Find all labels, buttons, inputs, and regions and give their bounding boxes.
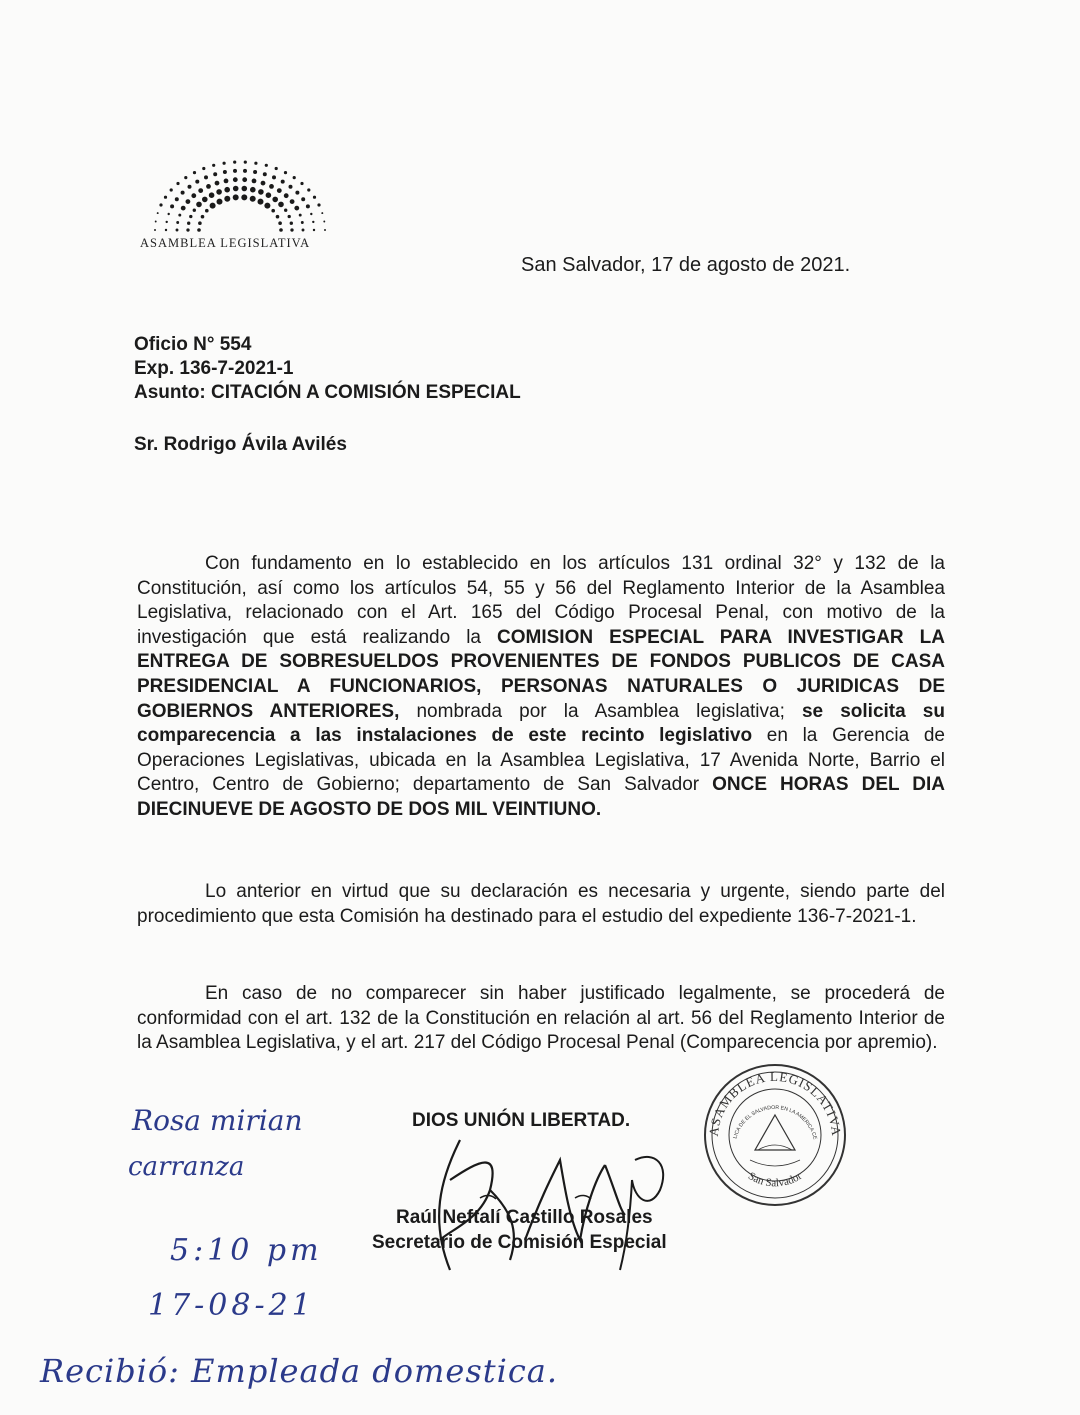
p1-appointment-time: ONCE HORAS DEL DIA DIECINUEVE DE AGOSTO DE DOS MIL VEINTIUNO. bbox=[137, 774, 945, 820]
signer-title: Secretario de Comisión Especial bbox=[372, 1232, 667, 1253]
logo-dot bbox=[170, 188, 173, 191]
closing-motto: DIOS UNIÓN LIBERTAD. bbox=[412, 1110, 631, 1131]
logo-dot bbox=[317, 203, 320, 206]
logo-dot bbox=[201, 215, 205, 219]
logo-dot bbox=[223, 162, 226, 165]
logo-dot bbox=[176, 229, 179, 232]
logo-dot bbox=[184, 176, 187, 179]
logo-dot bbox=[217, 199, 223, 205]
logo-dot bbox=[281, 180, 285, 184]
body-paragraph-3: En caso de no comparecer sin haber justificado legalmente, se procederá de conformidad con el art. 132 de la Constitución en relación al art. 56 del Reglamento Interior de la Asamblea Legislativa, y el art. 217 del Código Procesal Penal (Comparecencia por apremio). bbox=[137, 983, 945, 1054]
logo-dot bbox=[300, 182, 303, 185]
logo-dot bbox=[202, 197, 208, 203]
logo-dot bbox=[164, 196, 167, 199]
logo-dot bbox=[187, 222, 190, 225]
logo-dot bbox=[299, 214, 302, 217]
logo-dot bbox=[288, 215, 291, 218]
logo-dot bbox=[233, 177, 238, 182]
logo-dot bbox=[213, 172, 217, 176]
logo-dot bbox=[242, 186, 248, 192]
logo-dot bbox=[196, 202, 202, 208]
handwritten-notes bbox=[0, 1090, 800, 1415]
logo-dot bbox=[250, 196, 256, 202]
letterhead-organization: ASAMBLEA LEGISLATIVA bbox=[140, 236, 311, 250]
logo-dot bbox=[277, 188, 282, 193]
logo-dot bbox=[266, 192, 272, 198]
logo-dot bbox=[166, 221, 168, 223]
logo-dot bbox=[289, 185, 293, 189]
logo-dot bbox=[212, 164, 215, 167]
logo-dot bbox=[159, 203, 162, 206]
p1-text-e: en la Gerencia de Operaciones Legislativas, ubicada en la Asamblea Legislativa, 17 Avenida Norte, Barrio el Centro, Centro de Gobierno; departamento de San Salvador bbox=[137, 725, 945, 796]
logo-dot bbox=[269, 184, 274, 189]
logo-dot bbox=[261, 181, 266, 186]
logo-dot bbox=[209, 192, 215, 198]
logo-dot bbox=[155, 221, 157, 223]
logo-dot bbox=[290, 199, 295, 204]
logo-dot bbox=[193, 209, 196, 212]
logo-dot bbox=[264, 203, 270, 209]
logo-dot bbox=[233, 169, 237, 173]
logo-dot bbox=[313, 196, 316, 199]
addressee: Sr. Rodrigo Ávila Avilés bbox=[134, 434, 347, 455]
logo-dot bbox=[224, 179, 229, 184]
logo-dot bbox=[252, 179, 257, 184]
logo-dot bbox=[254, 162, 257, 165]
logo-dot bbox=[195, 180, 199, 184]
expediente-number: Exp. 136-7-2021-1 bbox=[134, 358, 294, 379]
body-paragraph-1 bbox=[137, 552, 945, 823]
logo-dot bbox=[188, 185, 192, 189]
handwritten-name-line1: Rosa mirian bbox=[132, 1104, 303, 1137]
p1-text-a: Con fundamento en lo establecido en los artículos 131 ordinal 32° y 132 de la Constitución, así como los artículos 54, 55 y 56 del Reglamento Interior de la Asamblea Legislativa, relacionado con el Art. 165 del Código Procesal Penal, con motivo de la investigación que está realizando la bbox=[137, 553, 945, 648]
logo-dot bbox=[310, 213, 312, 215]
logo-dot bbox=[275, 167, 278, 170]
logo-dot bbox=[191, 193, 196, 198]
logo-dot bbox=[186, 199, 191, 204]
oficio-number: Oficio N° 554 bbox=[134, 334, 252, 355]
logo-dot bbox=[295, 191, 299, 195]
logo-dot bbox=[216, 189, 222, 195]
seal-outer-text: ASAMBLEA LEGISLATIVA bbox=[705, 1068, 845, 1138]
logo-dot bbox=[154, 229, 156, 231]
logo-dot bbox=[175, 197, 179, 201]
subject-line: Asunto: CITACIÓN A COMISIÓN ESPECIAL bbox=[134, 382, 521, 403]
handwritten-date: 17-08-21 bbox=[148, 1288, 315, 1323]
logo-dot bbox=[294, 206, 299, 211]
logo-dot bbox=[265, 164, 268, 167]
logo-dot bbox=[293, 176, 296, 179]
logo-dot bbox=[290, 222, 293, 225]
seal-inner-text: LICA DE EL SALVADOR EN LA AMERICA CE bbox=[732, 1104, 818, 1141]
logo-dot bbox=[263, 172, 267, 176]
logo-dot bbox=[302, 229, 305, 232]
reference-block bbox=[134, 333, 521, 405]
logo-dot bbox=[193, 171, 196, 174]
logo-dot bbox=[224, 196, 230, 202]
logo-dot bbox=[204, 175, 208, 179]
logo-dot bbox=[272, 197, 278, 203]
logo-dot bbox=[233, 161, 236, 164]
logo-dot bbox=[321, 212, 323, 214]
logo-dot bbox=[284, 193, 289, 198]
logo-dot bbox=[323, 221, 325, 223]
logo-dot bbox=[250, 187, 256, 193]
date-line: San Salvador, 17 de agosto de 2021. bbox=[521, 254, 851, 276]
logo-dot bbox=[312, 221, 314, 223]
logo-dot bbox=[258, 189, 264, 195]
logo-dot bbox=[198, 221, 202, 225]
logo-dot bbox=[178, 214, 181, 217]
logo-dot bbox=[210, 203, 216, 209]
logo-dot bbox=[258, 199, 264, 205]
logo-dot bbox=[165, 229, 167, 231]
logo-dot bbox=[306, 204, 310, 208]
logo-dot bbox=[233, 186, 239, 192]
logo-dot bbox=[176, 221, 179, 224]
logo-dot bbox=[189, 215, 192, 218]
logo-dot bbox=[168, 213, 170, 215]
signer-name: Raúl Neftalí Castillo Rosales bbox=[396, 1207, 653, 1228]
logo-dot bbox=[290, 228, 293, 231]
handwritten-received-note: Recibió: Empleada domestica. bbox=[40, 1352, 559, 1390]
logo-dot bbox=[186, 228, 189, 231]
logo-dot bbox=[324, 229, 326, 231]
logo-dot bbox=[276, 215, 280, 219]
logo-dot bbox=[206, 184, 211, 189]
p1-text-c: nombrada por la Asamblea legislativa; bbox=[399, 700, 802, 722]
logo-dot bbox=[202, 167, 205, 170]
logo-dot bbox=[301, 197, 305, 201]
logo-dot bbox=[243, 169, 247, 173]
handwritten-name-line2: carranza bbox=[128, 1152, 245, 1182]
logo-dot bbox=[313, 229, 315, 231]
body-paragraph-2: Lo anterior en virtud que su declaración es necesaria y urgente, siendo parte del procedimiento que esta Comisión ha destinado para el estudio del expediente 136-7-2021-1. bbox=[137, 881, 945, 927]
logo-dot bbox=[271, 209, 275, 213]
logo-dot bbox=[223, 170, 227, 174]
logo-dot bbox=[181, 191, 185, 195]
logo-dot bbox=[278, 221, 282, 225]
logo-dot bbox=[272, 175, 276, 179]
handwritten-time: 5:10 pm bbox=[170, 1233, 323, 1268]
logo-dot bbox=[284, 171, 287, 174]
logo-dot bbox=[157, 212, 159, 214]
p1-request: se solicita su comparecencia a las instalaciones de este recinto legislativo bbox=[137, 700, 945, 747]
logo-dot bbox=[170, 204, 174, 208]
logo-dot bbox=[205, 209, 209, 213]
logo-dot bbox=[307, 188, 310, 191]
logo-dot bbox=[198, 188, 203, 193]
logo-dot bbox=[279, 228, 283, 232]
logo-dot bbox=[181, 206, 186, 211]
logo-dot bbox=[284, 209, 287, 212]
p1-commission-name: COMISION ESPECIAL PARA INVESTIGAR LA ENTREGA DE SOBRESUELDOS PROVENIENTES DE FONDOS PUBLICOS DE CASA PRESIDENCIAL A FUNCIONARIOS, PERSONAS NATURALES O JURIDICAS DE GOBIERNOS ANTERIORES, bbox=[137, 626, 945, 722]
seal-bottom-text: San Salvador bbox=[745, 1170, 805, 1190]
logo-dot bbox=[301, 221, 304, 224]
logo-dot bbox=[244, 161, 247, 164]
logo-dot bbox=[241, 194, 247, 200]
logo-dot bbox=[278, 202, 284, 208]
logo-dot bbox=[253, 170, 257, 174]
logo-dot bbox=[215, 181, 220, 186]
logo-dot bbox=[233, 194, 239, 200]
logo-dot bbox=[224, 187, 230, 193]
logo-dot bbox=[197, 228, 201, 232]
logo-dot bbox=[176, 182, 179, 185]
logo-dot bbox=[242, 177, 247, 182]
